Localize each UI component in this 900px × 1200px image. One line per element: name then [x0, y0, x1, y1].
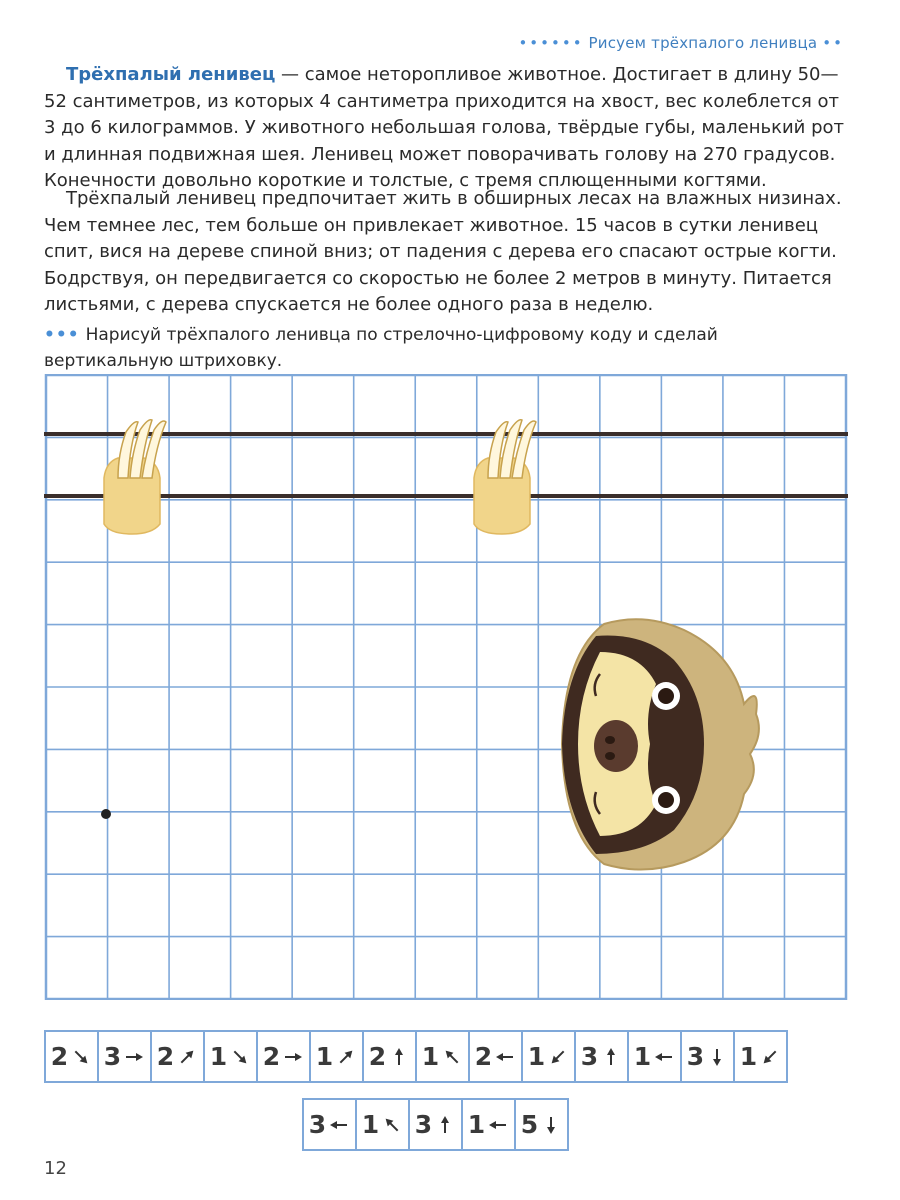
code-cell — [680, 1030, 735, 1083]
code-step-count: 3 — [308, 1110, 327, 1139]
code-cell — [44, 1030, 99, 1083]
arrow-left-icon — [653, 1046, 675, 1068]
code-cell — [362, 1030, 417, 1083]
code-cell — [302, 1098, 357, 1151]
code-cell — [733, 1030, 788, 1083]
code-cell — [468, 1030, 523, 1083]
code-cell — [150, 1030, 205, 1083]
code-step-count: 1 — [315, 1042, 334, 1071]
code-cell — [461, 1098, 516, 1151]
code-step-count: 2 — [474, 1042, 493, 1071]
arrow-left-icon — [487, 1114, 509, 1136]
code-step-count: 3 — [686, 1042, 705, 1071]
arrow-up-icon — [388, 1046, 410, 1068]
arrow-up-right-icon — [176, 1046, 198, 1068]
arrow-down-icon — [706, 1046, 728, 1068]
code-step-count: 1 — [361, 1110, 380, 1139]
code-row-1 — [44, 1030, 788, 1083]
code-cell — [203, 1030, 258, 1083]
start-point[interactable] — [101, 809, 111, 819]
task-instruction — [44, 322, 852, 374]
arrow-right-icon — [123, 1046, 145, 1068]
code-step-count: 2 — [262, 1042, 281, 1071]
code-step-count: 1 — [739, 1042, 758, 1071]
sloth-head-icon — [562, 619, 759, 869]
code-step-count: 5 — [520, 1110, 539, 1139]
running-header — [518, 34, 844, 52]
intro-paragraph — [44, 62, 852, 195]
arrow-down-right-icon — [229, 1046, 251, 1068]
header-dots-after: •• — [822, 34, 844, 52]
task-text: Нарисуй трёхпалого ленивца по стрелочно-цифровому коду и сделай вертикальную штриховку. — [44, 325, 718, 371]
code-cell — [408, 1098, 463, 1151]
code-cell — [309, 1030, 364, 1083]
arrow-down-left-icon — [547, 1046, 569, 1068]
arrow-down-right-icon — [70, 1046, 92, 1068]
code-cell — [97, 1030, 152, 1083]
code-step-count: 1 — [209, 1042, 228, 1071]
code-step-count: 1 — [633, 1042, 652, 1071]
intro-text: — самое неторопливое животное. Достигает в длину 50—52 сантиметров, из которых 4 сантиметра приходится на хвост, вес колеблется от 3 до 6 килограммов. У животного небольшая голова, твёрдые губы, маленький рот и длинная подвижная шея. Ленивец может поворачивать голову на 270 градусов. Конечности довольно короткие и толстые, с тремя сплющенными когтями. — [44, 64, 845, 191]
code-cell — [521, 1030, 576, 1083]
header-dots: •••••• — [518, 34, 584, 52]
task-dots: ••• — [44, 325, 80, 345]
code-cell — [256, 1030, 311, 1083]
code-step-count: 1 — [527, 1042, 546, 1071]
code-step-count: 1 — [421, 1042, 440, 1071]
arrow-right-icon — [282, 1046, 304, 1068]
code-step-count: 1 — [467, 1110, 486, 1139]
arrow-up-icon — [434, 1114, 456, 1136]
arrow-down-icon — [540, 1114, 562, 1136]
habitat-paragraph: Трёхпалый ленивец предпочитает жить в обширных лесах на влажных низинах. Чем темнее лес, тем больше он привлекает животное. 15 часов в сутки ленивец спит, вися на дереве спиной вниз; от падения с дерева его спасают острые когти. Бодрствуя, он передвигается со скоростью не более 2 метров в минуту. Питается листьями, с дерева спускается не более одного раза в неделю. — [44, 188, 842, 315]
header-title: Рисуем трёхпалого ленивца — [588, 34, 818, 52]
arrow-up-left-icon — [381, 1114, 403, 1136]
arrow-up-left-icon — [441, 1046, 463, 1068]
code-step-count: 2 — [368, 1042, 387, 1071]
code-step-count: 3 — [414, 1110, 433, 1139]
code-row-2 — [302, 1098, 569, 1151]
arrow-up-right-icon — [335, 1046, 357, 1068]
code-step-count: 2 — [50, 1042, 69, 1071]
code-cell — [355, 1098, 410, 1151]
arrow-left-icon — [494, 1046, 516, 1068]
code-cell — [514, 1098, 569, 1151]
drawing-grid[interactable] — [44, 374, 848, 1004]
page-number: 12 — [44, 1158, 67, 1179]
lead-term: Трёхпалый ленивец — [66, 64, 276, 85]
code-cell — [627, 1030, 682, 1083]
code-cell — [415, 1030, 470, 1083]
code-step-count: 2 — [156, 1042, 175, 1071]
code-step-count: 3 — [580, 1042, 599, 1071]
code-step-count: 3 — [103, 1042, 122, 1071]
code-cell — [574, 1030, 629, 1083]
arrow-down-left-icon — [759, 1046, 781, 1068]
arrow-up-icon — [600, 1046, 622, 1068]
arrow-left-icon — [328, 1114, 350, 1136]
